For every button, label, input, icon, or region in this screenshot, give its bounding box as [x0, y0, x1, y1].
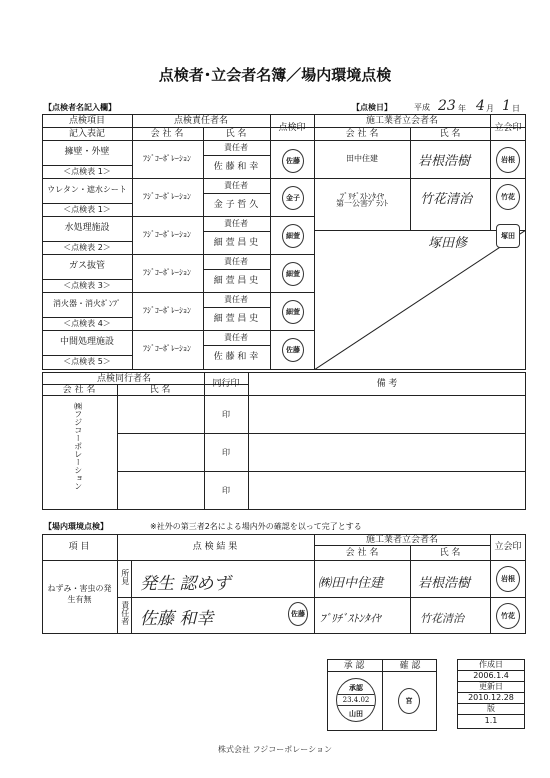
row4-person: 細 萱 昌 史	[213, 276, 259, 286]
row3-inspector-seal: 細萱	[282, 224, 304, 248]
row3-item: 水処理施設	[64, 223, 110, 233]
row4-company: ﾌｼﾞｺｰﾎﾟﾚｰｼｮﾝ	[143, 268, 191, 277]
row5-person: 細 萱 昌 史	[213, 314, 259, 324]
row2-company: ﾌｼﾞｺｰﾎﾟﾚｰｼｮﾝ	[143, 192, 191, 201]
header-witness-seal: 立会印	[494, 123, 522, 133]
row6-sheet: ＜点検表 5＞	[63, 357, 111, 366]
footer-company: 株式会社 フジコーポレーション	[218, 745, 332, 754]
env-row1-company: ㈱田中住建	[318, 576, 384, 591]
env-row2-name: 竹花清治	[420, 612, 464, 625]
approval-stamp-top: 承認	[349, 683, 363, 692]
row3-role: 責任者	[224, 219, 248, 228]
row2-contractor-name: 竹花清治	[420, 192, 473, 207]
row1-contractor-name: 岩根浩樹	[418, 154, 471, 169]
row1-role: 責任者	[224, 143, 248, 152]
created-value: 2006.1.4	[473, 671, 509, 680]
updated-value: 2010.12.28	[468, 693, 514, 702]
env-row2-company: ﾌﾞﾘﾁﾞｽﾄﾝﾀｲﾔ	[320, 612, 381, 625]
header-contractor-company: 会 社 名	[345, 129, 379, 139]
env-result-header: 点 検 結 果	[192, 542, 238, 552]
inspection-date	[352, 100, 522, 114]
row1-inspector-seal: 佐藤	[282, 149, 304, 173]
approve-label: 承 認	[343, 661, 365, 671]
env-row1-name: 岩根浩樹	[418, 576, 471, 591]
row5-inspector-seal: 細萱	[282, 300, 304, 324]
companion-name-header: 氏 名	[149, 385, 171, 395]
row2-inspector-seal: 金子	[282, 186, 304, 210]
companion-stamp-2: 印	[222, 448, 230, 457]
date-year: 23	[438, 98, 456, 114]
row1-sheet: ＜点検表 1＞	[63, 167, 111, 176]
date-label: 【点検日】	[352, 103, 392, 112]
row2-witness-seal: 竹花	[496, 184, 520, 210]
env-witness-seal-header: 立会印	[494, 542, 522, 552]
date-day-unit: 日	[512, 104, 520, 113]
approval-stamp-bottom: 山田	[349, 709, 363, 718]
responsible-value: 佐藤 和幸	[140, 609, 214, 629]
companion-company-header: 会 社 名	[62, 385, 96, 395]
row6-person: 佐 藤 和 幸	[213, 352, 259, 362]
row1-item: 擁壁・外壁	[64, 147, 110, 157]
row6-company: ﾌｼﾞｺｰﾎﾟﾚｰｼｮﾝ	[143, 344, 191, 353]
header-contractor-name: 氏 名	[439, 129, 461, 139]
void-diagonal	[314, 230, 526, 370]
row3-witness-seal: 塚田	[496, 224, 520, 248]
row1-company: ﾌｼﾞｺｰﾎﾟﾚｰｼｮﾝ	[143, 154, 191, 163]
approval-stamp	[336, 678, 376, 722]
companion-remarks-header: 備 考	[376, 379, 398, 389]
section3-label: 【場内環境点検】	[44, 522, 108, 531]
header-company: 会 社 名	[150, 129, 184, 139]
finding-value: 発生 認めず	[140, 574, 231, 594]
row5-company: ﾌｼﾞｺｰﾎﾟﾚｰｼｮﾝ	[143, 306, 191, 315]
companion-company-value: ㈱フジコーポレーション	[73, 402, 83, 490]
companion-stamp-3: 印	[222, 486, 230, 495]
row5-role: 責任者	[224, 295, 248, 304]
confirm-seal: 宮	[398, 688, 420, 714]
section3-note: ※社外の第三者2名による場内外の確認を以って完了とする	[150, 522, 362, 531]
date-month-unit: 月	[486, 104, 494, 113]
responsible-seal: 佐藤	[288, 602, 308, 626]
row3-company: ﾌｼﾞｺｰﾎﾟﾚｰｼｮﾝ	[143, 230, 191, 239]
env-row1-seal: 岩根	[496, 566, 520, 592]
date-month: 4	[476, 98, 485, 114]
row4-role: 責任者	[224, 257, 248, 266]
row5-sheet: ＜点検表 4＞	[63, 319, 111, 328]
row3-sheet: ＜点検表 2＞	[63, 243, 111, 252]
row6-inspector-seal: 佐藤	[282, 338, 304, 362]
row3-contractor-company: 第一公害ﾌﾟﾗﾝﾄ	[336, 199, 388, 208]
row2-person: 金 子 哲 久	[213, 200, 259, 210]
row2-contractor-company: ﾌﾞﾘﾁﾞｽﾄﾝﾀｲﾔ	[340, 192, 384, 201]
date-year-unit: 年	[458, 104, 466, 113]
env-item-header: 項 目	[68, 542, 90, 552]
env-row2-seal: 竹花	[496, 603, 520, 629]
row6-item: 中間処理施設	[59, 337, 115, 347]
confirm-label: 確 認	[399, 661, 421, 671]
env-contractor-header: 施工業者立会者名	[365, 535, 439, 545]
env-item-value: ねずみ・害虫の発生有無	[47, 584, 112, 604]
row3-person: 細 萱 昌 史	[213, 238, 259, 248]
row4-item: ガス抜管	[68, 261, 106, 271]
date-day: 1	[502, 98, 511, 114]
row1-witness-seal: 岩根	[496, 147, 520, 173]
version-value: 1.1	[484, 716, 498, 725]
finding-label: 所見	[120, 569, 130, 585]
row1-contractor-company: 田中住建	[346, 154, 378, 163]
header-responsible: 点検責任者名	[173, 116, 229, 126]
row5-item: 消火器・消火ﾎﾟﾝﾌﾟ	[53, 299, 121, 308]
row2-item: ウレタン・遮水シート	[47, 185, 127, 194]
header-name: 氏 名	[225, 129, 247, 139]
responsible-label: 責任者	[120, 601, 130, 625]
approval-stamp-date: 23.4.02	[337, 694, 375, 706]
date-era: 平成	[414, 103, 430, 112]
companion-seal-header: 同行印	[212, 379, 240, 389]
companion-header: 点検同行者名	[96, 374, 152, 384]
env-contractor-company-header: 会 社 名	[345, 548, 379, 558]
page-title: 点検者･立会者名簿／場内環境点検	[158, 66, 392, 84]
version-label: 版	[487, 704, 495, 713]
row1-person: 佐 藤 和 幸	[213, 162, 259, 172]
row2-role: 責任者	[224, 181, 248, 190]
header-inspector-seal: 点検印	[278, 123, 306, 133]
section1-label: 【点検者名記入欄】	[44, 103, 116, 112]
companion-stamp-1: 印	[222, 410, 230, 419]
header-contractor: 施工業者立会者名	[365, 116, 439, 126]
header-item: 点検項目	[68, 116, 106, 126]
row2-sheet: ＜点検表 1＞	[63, 205, 111, 214]
row6-role: 責任者	[224, 333, 248, 342]
created-label: 作成日	[479, 660, 503, 669]
header-record: 記入表記	[68, 129, 106, 139]
row3-contractor-name: 塚田修	[428, 236, 468, 251]
companion-table	[42, 372, 526, 510]
env-contractor-name-header: 氏 名	[439, 548, 461, 558]
row4-inspector-seal: 細萱	[282, 262, 304, 286]
row4-sheet: ＜点検表 3＞	[63, 281, 111, 290]
updated-label: 更新日	[479, 682, 503, 691]
